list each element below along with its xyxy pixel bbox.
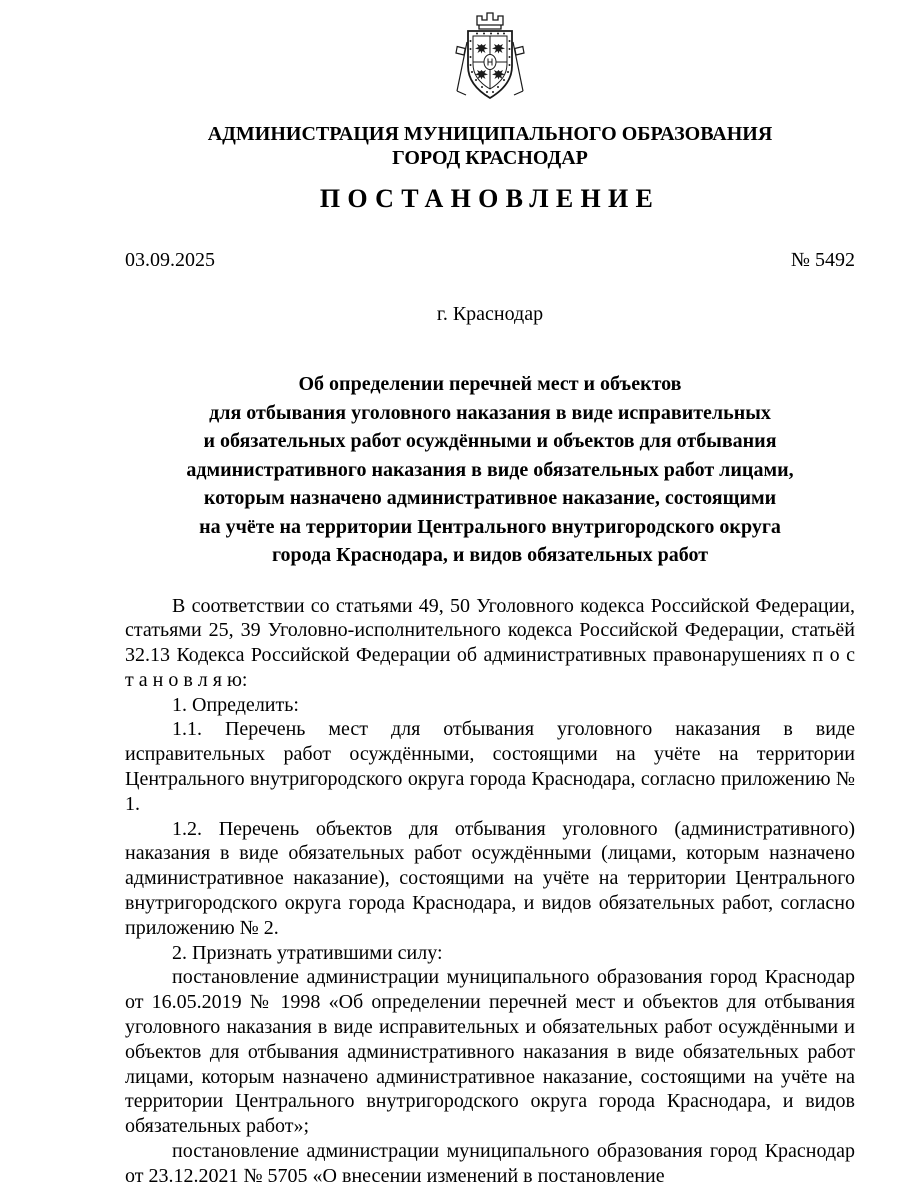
body-paragraph: постановление администрации муниципального образования город Краснодар от 23.12.2021 № 5705 «О внесении изменений в постановление	[125, 1140, 855, 1187]
coat-of-arms-container	[125, 8, 855, 108]
title-line: на учёте на территории Центрального внутригородского округа	[199, 515, 781, 538]
title-line: Об определении перечней мест и объектов	[298, 373, 682, 395]
document-title	[125, 370, 855, 570]
body-paragraph: постановление администрации муниципального образования город Краснодар от 16.05.2019 № 1998 «Об определении перечней мест и объектов для отбывания уголовного наказания в виде исправительных и обязательных работ осуждёнными и объектов для отбывания административного наказания в виде обязательных работ лицами, которым назначено административное наказание, состоящими на учёте на территории Центрального внутригородского округа города Краснодара, и видов обязательных работ»;	[125, 966, 855, 1138]
document-number: № 5492	[790, 249, 855, 271]
document-date: 03.09.2025	[125, 249, 215, 271]
body-paragraph: 1.1. Перечень мест для отбывания уголовного наказания в виде исправительных работ осуждёнными, состоящими на учёте на территории Центрального внутригородского округа города Краснодара, согласно приложению № 1.	[125, 718, 855, 815]
title-line: и обязательных работ осуждёнными и объектов для отбывания	[203, 430, 777, 452]
coat-of-arms-icon	[450, 8, 530, 108]
organization-name	[125, 122, 855, 170]
title-line: для отбывания уголовного наказания в виде исправительных	[209, 401, 771, 424]
document-type-heading: ПОСТАНОВЛЕНИЕ	[319, 184, 661, 213]
title-line: города Краснодара, и видов обязательных работ	[271, 544, 709, 566]
title-line: административного наказания в виде обязательных работ лицами,	[186, 458, 794, 481]
body-paragraph: 1.2. Перечень объектов для отбывания уголовного (административного) наказания в виде обязательных работ осуждёнными (лицами, которым назначено административное наказание), состоящими на учёте на территории Центрального внутригородского округа города Краснодара, и видов обязательных работ, согласно приложению № 2.	[125, 817, 855, 939]
body-paragraph: 2. Признать утратившими силу:	[172, 941, 443, 964]
document-place: г. Краснодар	[436, 303, 544, 325]
date-number-row	[125, 248, 855, 272]
document-body	[125, 594, 855, 1188]
body-paragraph: В соответствии со статьями 49, 50 Уголовного кодекса Российской Федерации, статьями 25, 39 Уголовно-исполнительного кодекса Российской Федерации, статьёй 32.13 Кодекса Российской Федерации об административных правонарушениях п о с т а н о в л я ю:	[125, 594, 855, 691]
body-paragraph: 1. Определить:	[172, 693, 299, 716]
organization-name-line2: ГОРОД КРАСНОДАР	[392, 147, 588, 169]
title-line: которым назначено административное наказание, состоящими	[203, 487, 777, 509]
organization-name-line1: АДМИНИСТРАЦИЯ МУНИЦИПАЛЬНОГО ОБРАЗОВАНИЯ	[207, 123, 773, 145]
